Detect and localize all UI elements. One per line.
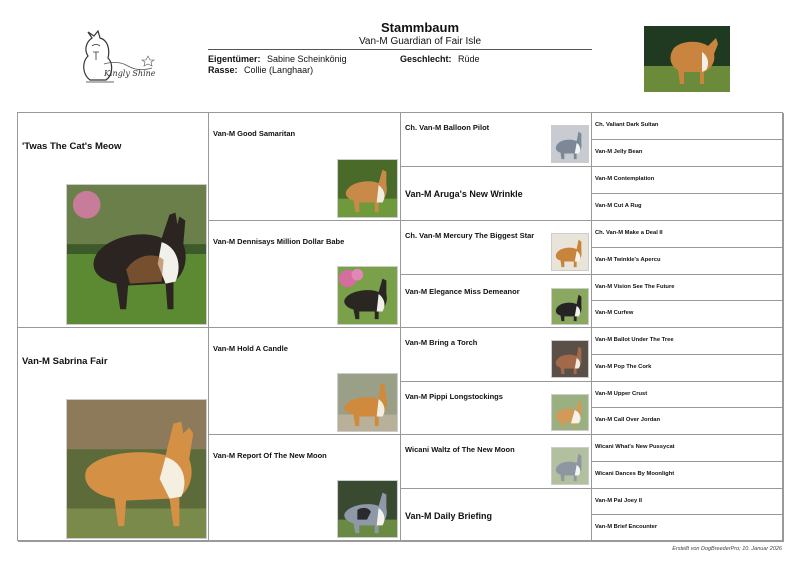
ancestor-dam <box>18 328 209 542</box>
ancestor-name: Van-M Bring a Torch <box>405 338 478 347</box>
ancestor-name: Wicani What's New Pussycat <box>595 444 675 450</box>
ancestor-name: Van-M Brief Encounter <box>595 524 658 530</box>
sex-label: Geschlecht: <box>400 54 452 64</box>
ancestor-gen4 <box>592 113 784 140</box>
ancestor-gen4 <box>592 462 784 489</box>
kennel-logo <box>68 30 160 94</box>
page-title: Stammbaum <box>380 20 460 35</box>
pedigree-header <box>0 0 800 110</box>
ancestor-name: Wicani Dances By Moonlight <box>595 471 675 477</box>
ancestor-photo <box>551 447 589 485</box>
ancestor-gen4 <box>592 194 784 221</box>
ancestor-name: Van-M Upper Crust <box>595 391 648 397</box>
ancestor-name: Van-M Cut A Rug <box>595 203 642 209</box>
ancestor-sire <box>18 113 209 328</box>
ancestor-name: Van-M Jelly Bean <box>595 149 643 155</box>
ancestor-gen4 <box>592 140 784 167</box>
ancestor-gen2 <box>209 221 401 328</box>
ancestor-gen4 <box>592 382 784 408</box>
ancestor-gen4 <box>592 435 784 462</box>
ancestor-photo <box>551 125 589 163</box>
ancestor-name: Van-M Sabrina Fair <box>22 356 108 367</box>
owner-row <box>208 54 347 64</box>
footer-credit: Erstellt von DogBreederPro; 10. Januar 2026 <box>672 546 782 552</box>
ancestor-gen4 <box>592 248 784 275</box>
ancestor-gen4 <box>592 328 784 355</box>
ancestor-gen2 <box>209 435 401 542</box>
ancestor-photo <box>551 288 589 325</box>
ancestor-name: Van-M Pop The Cork <box>595 364 652 370</box>
ancestor-gen3 <box>401 275 592 328</box>
sire-photo <box>66 184 207 325</box>
ancestor-photo <box>551 394 589 431</box>
ancestor-name: Van-M Pal Joey II <box>595 498 643 504</box>
ancestor-gen4 <box>592 167 784 194</box>
ancestor-gen4 <box>592 275 784 301</box>
ancestor-name: Ch. Van-M Make a Deal II <box>595 230 663 236</box>
ancestor-name: Van-M Contemplation <box>595 176 655 182</box>
ancestor-gen3 <box>401 489 592 542</box>
ancestor-gen4 <box>592 408 784 435</box>
ancestor-gen4 <box>592 221 784 248</box>
ancestor-gen4 <box>592 355 784 382</box>
ancestor-name: Van-M Daily Briefing <box>405 511 493 521</box>
breed-label: Rasse: <box>208 65 238 75</box>
ancestor-name: Van-M Vision See The Future <box>595 284 675 290</box>
header-divider <box>208 49 592 50</box>
ancestor-name: Van-M Report Of The New Moon <box>213 451 327 460</box>
ancestor-photo <box>337 159 398 218</box>
ancestor-name: Van-M Elegance Miss Demeanor <box>405 287 520 296</box>
ancestor-name: Van-M Hold A Candle <box>213 344 288 353</box>
sex-value: Rüde <box>458 54 480 64</box>
ancestor-gen3 <box>401 328 592 382</box>
ancestor-photo <box>551 233 589 271</box>
ancestor-name: Ch. Valiant Dark Sultan <box>595 122 659 128</box>
main-dog-photo <box>644 26 730 92</box>
sex-row <box>400 54 480 64</box>
ancestor-name: Van-M Twinkle's Apercu <box>595 257 661 263</box>
ancestor-photo <box>337 266 398 325</box>
dam-photo <box>66 399 207 539</box>
dog-name: Van-M Guardian of Fair Isle <box>358 36 482 47</box>
ancestor-name: Van-M Good Samaritan <box>213 129 296 138</box>
ancestor-name: Wicani Waltz of The New Moon <box>405 445 515 454</box>
owner-label: Eigentümer: <box>208 54 261 64</box>
ancestor-gen4 <box>592 301 784 328</box>
ancestor-name: Van-M Aruga's New Wrinkle <box>405 189 523 199</box>
ancestor-gen3 <box>401 167 592 221</box>
ancestor-photo <box>337 480 398 538</box>
ancestor-name: Ch. Van-M Balloon Pilot <box>405 123 490 132</box>
ancestor-photo <box>551 340 589 378</box>
pedigree-grid <box>17 112 783 541</box>
ancestor-gen4 <box>592 515 784 542</box>
ancestor-name: 'Twas The Cat's Meow <box>22 141 122 152</box>
ancestor-gen4 <box>592 489 784 515</box>
svg-text:Kingly Shine: Kingly Shine <box>104 69 156 78</box>
ancestor-gen3 <box>401 382 592 435</box>
ancestor-gen3 <box>401 435 592 489</box>
ancestor-gen2 <box>209 328 401 435</box>
ancestor-name: Van-M Dennisays Million Dollar Babe <box>213 237 345 246</box>
ancestor-gen3 <box>401 113 592 167</box>
breed-row <box>208 65 313 75</box>
ancestor-name: Van-M Pippi Longstockings <box>405 392 503 401</box>
ancestor-name: Van-M Call Over Jordan <box>595 417 661 423</box>
owner-value: Sabine Scheinkönig <box>267 54 347 64</box>
ancestor-name: Van-M Curfew <box>595 310 634 316</box>
ancestor-gen3 <box>401 221 592 275</box>
ancestor-gen2 <box>209 113 401 221</box>
ancestor-photo <box>337 373 398 432</box>
ancestor-name: Ch. Van-M Mercury The Biggest Star <box>405 231 535 240</box>
ancestor-name: Van-M Ballot Under The Tree <box>595 337 674 343</box>
breed-value: Collie (Langhaar) <box>244 65 314 75</box>
